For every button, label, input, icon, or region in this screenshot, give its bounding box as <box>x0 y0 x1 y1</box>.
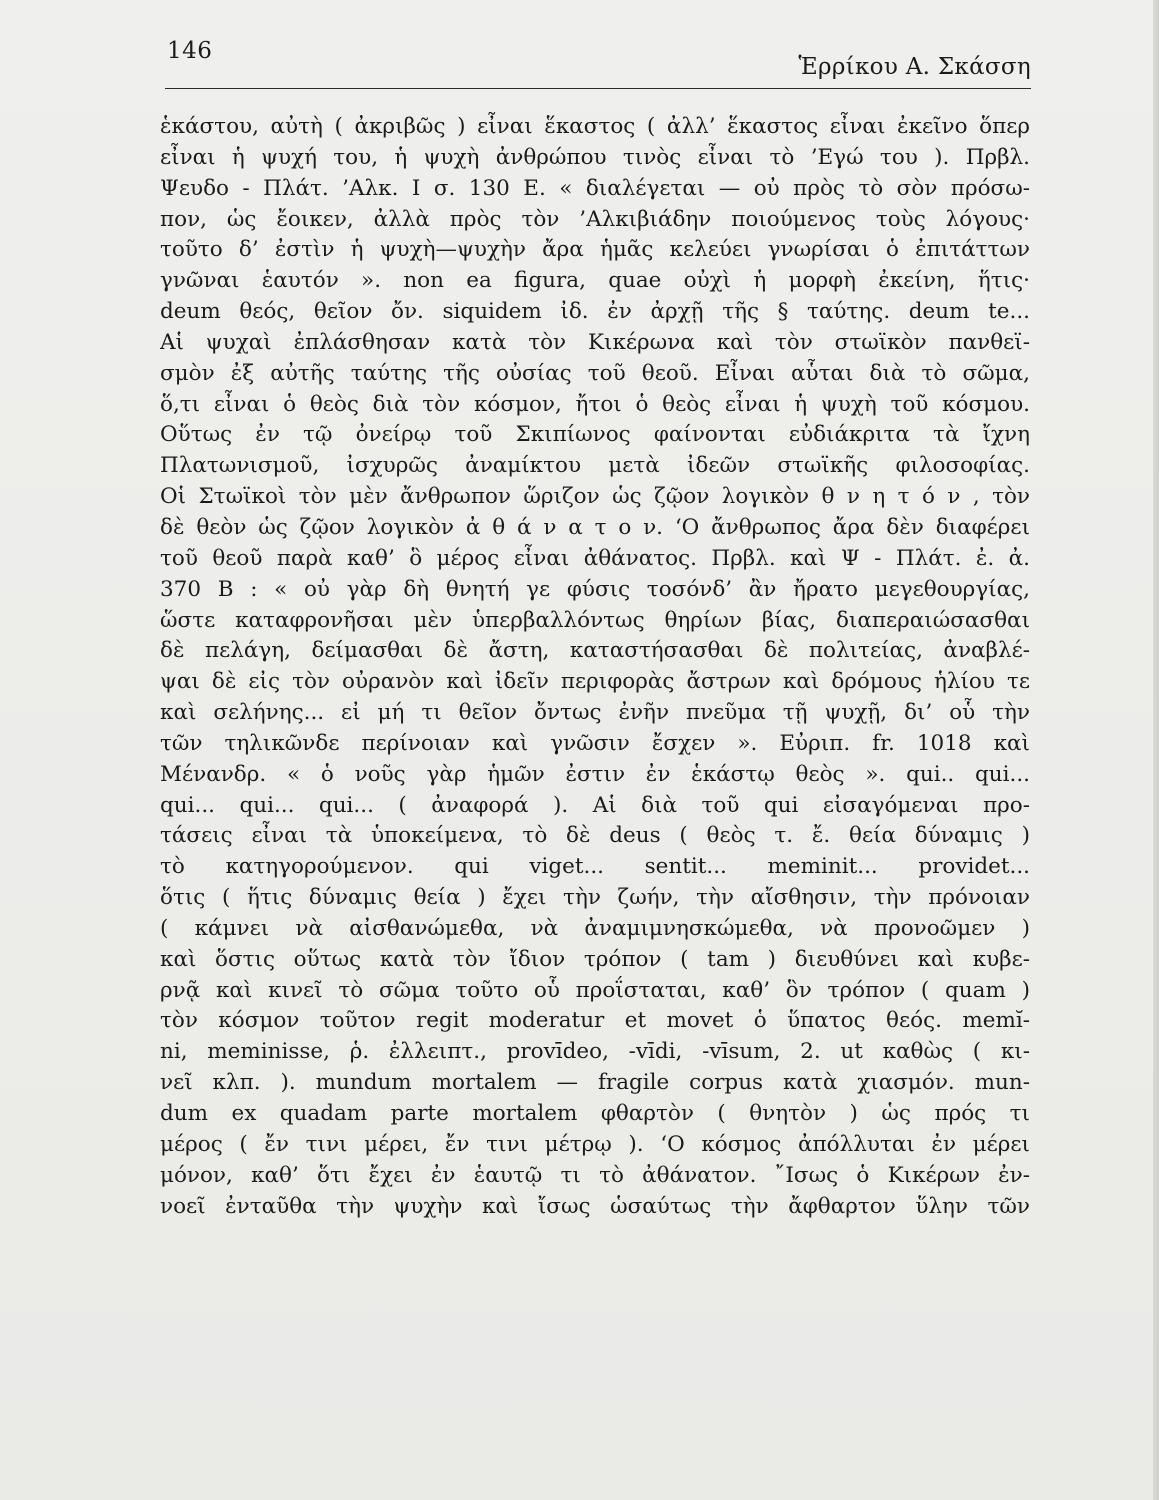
text-line: δὲ θεὸν ὡς ζῷον λογικὸν ἀ θ ά ν α τ ο ν. ‘Ο ἄνθρωπος ἄρα δὲν διαφέρει <box>160 514 1030 540</box>
body-text <box>160 112 1030 1222</box>
text-line: τοῦτο δ’ ἐστὶν ἡ ψυχὴ—ψυχὴν ἄρα ἡμᾶς κελεύει γνωρίσαι ὁ ἐπιτάττων <box>160 237 1030 263</box>
text-line: γνῶναι ἑαυτόν ». non ea figura, quae οὐχὶ ἡ μορφὴ ἐκείνη, ἥτις· <box>160 268 1030 294</box>
text-line: ψαι δὲ εἰς τὸν οὐρανὸν καὶ ἰδεῖν περιφορὰς ἄστρων καὶ δρόμους ἡλίου τε <box>160 669 1030 695</box>
text-line: ὅτις ( ἥτις δύναμις θεία ) ἔχει τὴν ζωήν, τὴν αἴσθησιν, τὴν πρόνοιαν <box>160 885 1030 911</box>
text-line: ὥστε καταφρονῆσαι μὲν ὑπερβαλλόντως θηρίων βίας, διαπεραιώσασθαι <box>160 607 1030 633</box>
text-line: νεῖ κλπ. ). mundum mortalem — fragile corpus κατὰ χιασμόν. mun- <box>160 1070 1030 1096</box>
text-line: τῶν τηλικῶνδε περίνοιαν καὶ γνῶσιν ἔσχεν ». Εὐριπ. fr. 1018 καὶ <box>160 730 1030 756</box>
running-head: Ἑρρίκου Α. Σκάσση <box>798 54 1031 80</box>
text-line: dum ex quadam parte mortalem φθαρτὸν ( θνητὸν ) ὡς πρός τι <box>160 1101 1030 1126</box>
text-line: ( κάμνει νὰ αἰσθανώμεθα, νὰ ἀναμιμνησκώμεθα, νὰ προνοῶμεν ) <box>160 915 1030 941</box>
text-line: τοῦ θεοῦ παρὰ καθ’ ὃ μέρος εἶναι ἀθάνατος. Πρβλ. καὶ Ψ - Πλάτ. ἐ. ἀ. <box>160 545 1030 571</box>
header-rule <box>165 88 1031 89</box>
text-line: τὸν κόσμον τοῦτον regit moderatur et movet ὁ ὕπατος θεός. memĭ- <box>160 1008 1030 1034</box>
text-line: δὲ πελάγη, δείμασθαι δὲ ἄστη, καταστήσασθαι δὲ πολιτείας, ἀναβλέ- <box>160 638 1030 664</box>
text-line: ρνᾷ καὶ κινεῖ τὸ σῶμα τοῦτο οὗ προΐσταται, καθ’ ὃν τρόπον ( quam ) <box>160 977 1030 1003</box>
page-number: 146 <box>167 38 213 64</box>
text-line: Ψευδο - Πλάτ. ’Αλκ. Ι σ. 130 Ε. « διαλέγεται — οὐ πρὸς τὸ σὸν πρόσω- <box>160 175 1030 201</box>
text-line: ἑκάστου, αὐτὴ ( ἀκριβῶς ) εἶναι ἕκαστος ( ἀλλ’ ἕκαστος εἶναι ἐκεῖνο ὅπερ <box>160 114 1030 139</box>
text-line: καὶ ὅστις οὕτως κατὰ τὸν ἴδιον τρόπον ( tam ) διευθύνει καὶ κυβε- <box>160 946 1030 972</box>
text-line: Μένανδρ. « ὁ νοῦς γὰρ ἡμῶν ἐστιν ἐν ἑκάστῳ θεὸς ». qui.. qui... <box>160 761 1030 787</box>
text-line: τὸ κατηγορούμενον. qui viget... sentit... meminit... providet... <box>160 854 1030 880</box>
text-line: σμὸν ἐξ αὐτῆς ταύτης τῆς οὐσίας τοῦ θεοῦ. Εἶναι αὗται διὰ τὸ σῶμα, <box>160 360 1030 386</box>
text-line: μόνον, καθ’ ὅτι ἔχει ἐν ἑαυτῷ τι τὸ ἀθάνατον. ῎Ισως ὁ Κικέρων ἐν- <box>160 1162 1030 1188</box>
text-line: Οἱ Στωϊκοὶ τὸν μὲν ἄνθρωπον ὥριζον ὡς ζῷον λογικὸν θ ν η τ ό ν , τὸν <box>160 484 1030 510</box>
text-line: μέρος ( ἔν τινι μέρει, ἔν τινι μέτρῳ ). ‘Ο κόσμος ἀπόλλυται ἐν μέρει <box>160 1131 1030 1157</box>
page-header <box>165 38 1031 88</box>
text-line: καὶ σελήνης... εἰ μή τι θεῖον ὄντως ἐνῆν πνεῦμα τῇ ψυχῇ, δι’ οὗ τὴν <box>160 700 1030 726</box>
text-line: τάσεις εἶναι τὰ ὑποκείμενα, τὸ δὲ deus ( θεὸς τ. ἔ. θεία δύναμις ) <box>160 823 1030 849</box>
text-line: deum θεός, θεῖον ὄν. siquidem ἰδ. ἐν ἀρχῇ τῆς § ταύτης. deum te... <box>160 299 1030 325</box>
text-line: 370 Β : « οὐ γὰρ δὴ θνητή γε φύσις τοσόνδ’ ἂν ἤρατο μεγεθουργίας, <box>160 576 1030 602</box>
text-line: ὅ,τι εἶναι ὁ θεὸς διὰ τὸν κόσμον, ἤτοι ὁ θεὸς εἶναι ἡ ψυχὴ τοῦ κόσμου. <box>160 391 1030 417</box>
text-line: Οὕτως ἐν τῷ ὀνείρῳ τοῦ Σκιπίωνος φαίνονται εὐδιάκριτα τὰ ἴχνη <box>160 422 1030 448</box>
text-line: Πλατωνισμοῦ, ἰσχυρῶς ἀναμίκτου μετὰ ἰδεῶν στωϊκῆς φιλοσοφίας. <box>160 453 1030 479</box>
text-line: qui... qui... qui... ( ἀναφορά ). Αἱ διὰ τοῦ qui εἰσαγόμεναι προ- <box>160 792 1030 818</box>
page-edge-shadow <box>1153 0 1159 1500</box>
text-line: Αἱ ψυχαὶ ἐπλάσθησαν κατὰ τὸν Κικέρωνα καὶ τὸν στωϊκὸν πανθεϊ- <box>160 329 1030 355</box>
text-line: εἶναι ἡ ψυχή του, ἡ ψυχὴ ἀνθρώπου τινὸς εἶναι τὸ ’Εγώ του ). Πρβλ. <box>160 144 1030 170</box>
text-line: πον, ὡς ἔοικεν, ἀλλὰ πρὸς τὸν ’Αλκιβιάδην ποιούμενος τοὺς λόγους· <box>160 206 1030 232</box>
text-line: νοεῖ ἐνταῦθα τὴν ψυχὴν καὶ ἴσως ὡσαύτως τὴν ἄφθαρτον ὕλην τῶν <box>160 1193 1030 1219</box>
text-line: ni, meminisse, ῥ. ἐλλειπτ., provīdeo, -vīdi, -vīsum, 2. ut καθὼς ( κι- <box>160 1039 1030 1065</box>
